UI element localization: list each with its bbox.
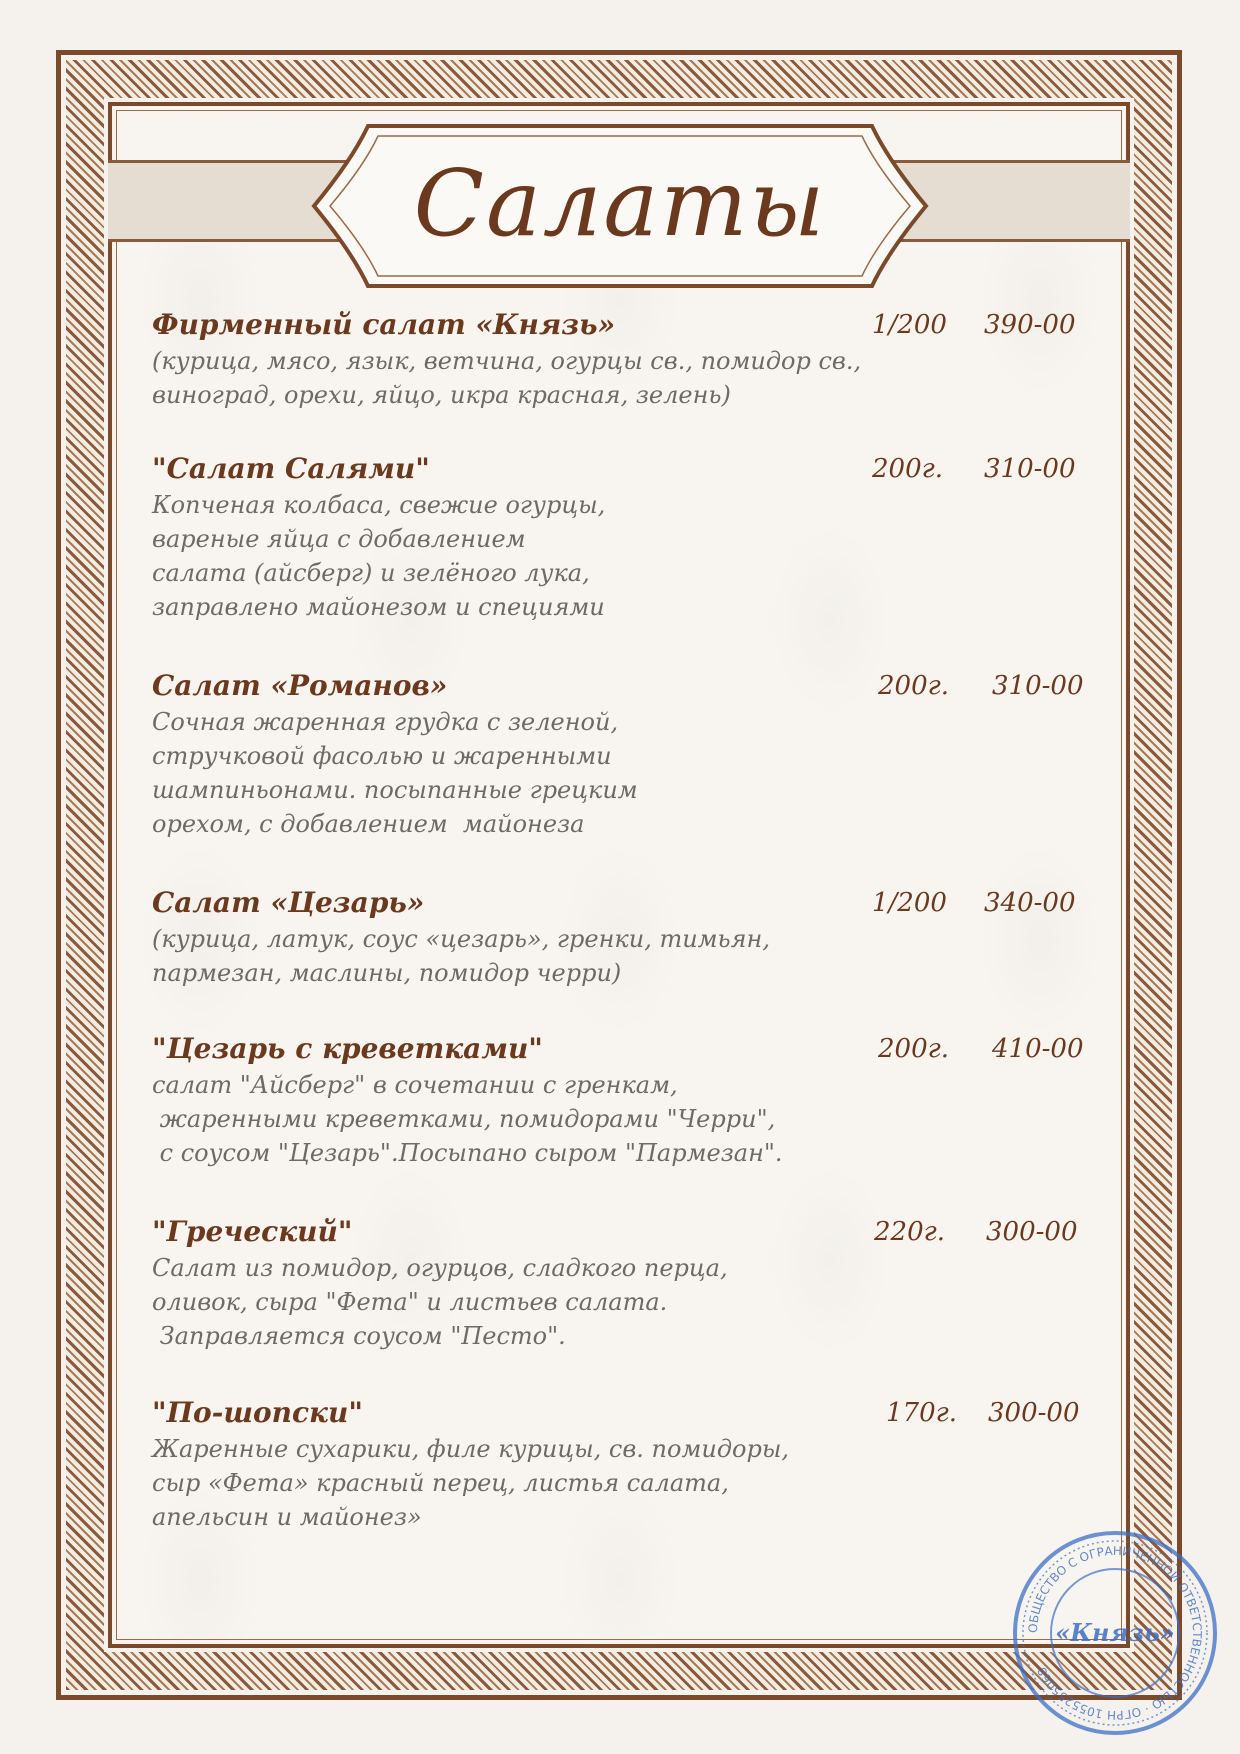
- page-title: Салаты: [413, 150, 827, 257]
- company-stamp: [1010, 1528, 1220, 1738]
- menu-item: [152, 308, 1102, 412]
- item-description: Салат из помидор, огурцов, сладкого перца, оливок, сыра "Фета" и листьев салата. Заправляется соусом "Песто".: [152, 1254, 728, 1350]
- menu-item: [152, 886, 1102, 990]
- item-name: Фирменный салат «Князь»: [152, 308, 616, 341]
- item-description: Жаренные сухарики, филе курицы, св. помидоры, сыр «Фета» красный перец, листья салата, апельсин и майонез»: [152, 1435, 790, 1531]
- stamp-ring-text: ОБЩЕСТВО С ОГРАНИЧЕННОЙ ОТВЕТСТВЕННОСТЬЮ · ОГРН 1055255068: [1025, 1543, 1205, 1723]
- item-weight: 220г.: [874, 1217, 946, 1247]
- stamp-seal: [1010, 1528, 1220, 1738]
- menu-item: [152, 1215, 1102, 1353]
- item-price: 340-00: [984, 888, 1076, 918]
- item-price: 300-00: [986, 1217, 1078, 1247]
- stamp-center-text: «Князь»: [1055, 1618, 1175, 1647]
- item-weight: 1/200: [872, 888, 947, 918]
- menu-item: [152, 669, 1102, 841]
- item-price: 300-00: [988, 1398, 1080, 1428]
- item-weight: 200г.: [878, 1034, 950, 1064]
- item-weight: 170г.: [886, 1398, 958, 1428]
- item-name: Салат «Цезарь»: [152, 886, 425, 919]
- item-price: 390-00: [984, 310, 1076, 340]
- item-name: "По-шопски": [152, 1396, 363, 1429]
- item-price: 410-00: [992, 1034, 1084, 1064]
- item-name: Салат «Романов»: [152, 669, 448, 702]
- menu-item: [152, 1396, 1102, 1534]
- item-price: 310-00: [992, 671, 1084, 701]
- item-name: "Салат Салями": [152, 452, 430, 485]
- item-weight: 1/200: [872, 310, 947, 340]
- item-description: салат "Айсберг" в сочетании с гренкам, жаренными креветками, помидорами "Черри", с соусом "Цезарь".Посыпано сыром "Пармезан".: [152, 1071, 783, 1167]
- menu-item: [152, 452, 1102, 624]
- menu-item: [152, 1032, 1102, 1170]
- item-weight: 200г.: [878, 671, 950, 701]
- item-description: (курица, латук, соус «цезарь», гренки, тимьян, пармезан, маслины, помидор черри): [152, 925, 770, 987]
- item-description: Копченая колбаса, свежие огурцы, вареные яйца с добавлением салата (айсберг) и зелёного лука, заправлено майонезом и специями: [152, 491, 606, 621]
- item-description: (курица, мясо, язык, ветчина, огурцы св., помидор св., виноград, орехи, яйцо, икра красная, зелень): [152, 347, 862, 409]
- item-weight: 200г.: [872, 454, 944, 484]
- item-price: 310-00: [984, 454, 1076, 484]
- item-description: Сочная жаренная грудка с зеленой, стручковой фасолью и жаренными шампиньонами. посыпанные грецким орехом, с добавлением майонеза: [152, 708, 638, 838]
- item-name: "Греческий": [152, 1215, 353, 1248]
- item-name: "Цезарь с креветками": [152, 1032, 543, 1065]
